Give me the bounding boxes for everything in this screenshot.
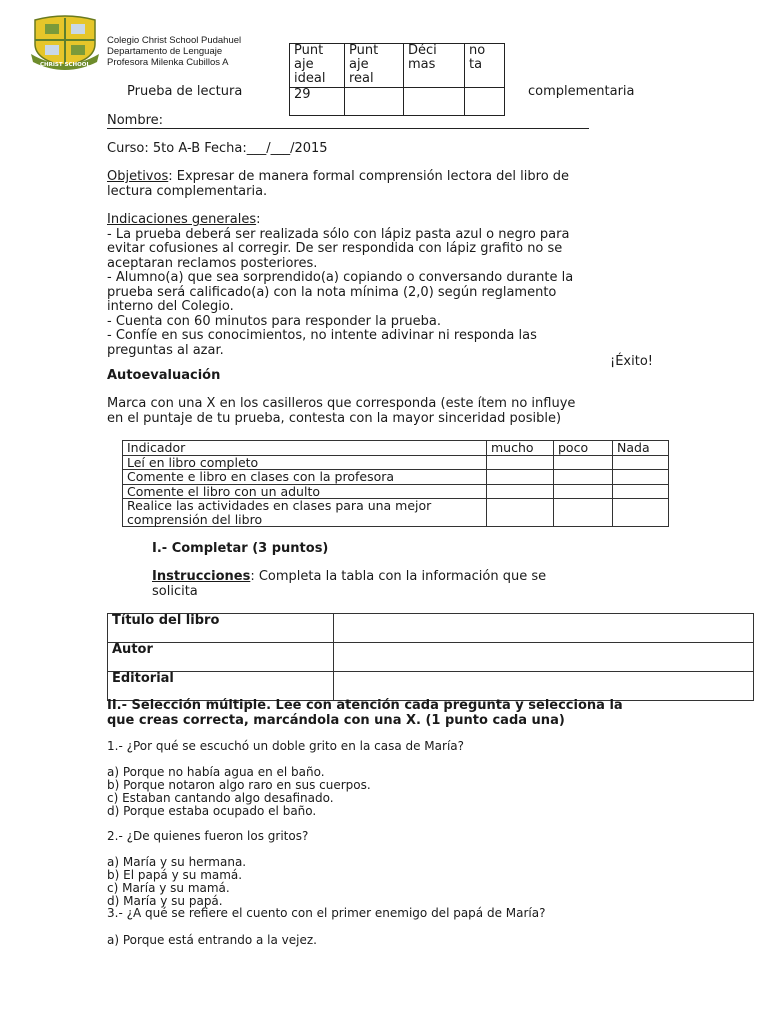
question-2: 2.- ¿De quienes fueron los gritos? — [107, 829, 309, 843]
book-info-table — [107, 613, 754, 701]
instructions-label: Instrucciones — [152, 569, 251, 584]
option-c[interactable]: c) María y su mamá. — [107, 881, 230, 895]
question-2-options — [107, 856, 246, 908]
book-title-field[interactable] — [334, 614, 754, 643]
option-b[interactable]: b) El papá y su mamá. — [107, 868, 243, 882]
question-1: 1.- ¿Por qué se escuchó un doble grito en la casa de María? — [107, 739, 464, 753]
success-text: ¡Éxito! — [610, 354, 653, 369]
nada-checkbox-cell[interactable] — [613, 470, 669, 485]
title-right: complementaria — [528, 84, 635, 99]
department-name: Departamento de Lenguaje — [107, 45, 223, 57]
name-label: Nombre: — [107, 113, 164, 128]
course-date-line: Curso: 5to A-B Fecha:___/___/2015 — [107, 141, 328, 156]
mucho-checkbox-cell[interactable] — [487, 470, 554, 485]
poco-checkbox-cell[interactable] — [554, 484, 613, 499]
self-evaluation-heading: Autoevaluación — [107, 368, 221, 383]
table-row — [108, 614, 754, 643]
section-1-instructions: Instrucciones: Completa la tabla con la información que se solicita — [152, 569, 547, 599]
table-row — [123, 470, 669, 485]
instructions-label: Indicaciones generales — [107, 212, 257, 227]
self-evaluation-instructions: Marca con una X en los casilleros que corresponda (este ítem no influye en el puntaje de tu prueba, contesta con la mayor sinceridad posible) — [107, 396, 576, 426]
author-label: Autor — [108, 643, 334, 672]
objectives-label: Objetivos — [107, 169, 169, 184]
name-line[interactable] — [107, 128, 589, 129]
school-name: Colegio Christ School Pudahuel — [107, 35, 242, 46]
section-2-heading: II.- Selección múltiple. Lee con atención cada pregunta y selecciona la que creas correcta, marcándola con una X. (1 punto cada una) — [107, 698, 623, 728]
author-field[interactable] — [334, 643, 754, 672]
table-row — [108, 672, 754, 701]
score-header-real: Punt aje real — [345, 44, 404, 88]
option-b[interactable]: b) Porque notaron algo raro en sus cuerpos. — [107, 778, 371, 792]
table-row — [108, 643, 754, 672]
poco-checkbox-cell[interactable] — [554, 470, 613, 485]
section-1-heading: I.- Completar (3 puntos) — [152, 541, 329, 556]
nada-checkbox-cell[interactable] — [613, 455, 669, 470]
indicator-cell: Comente el libro con un adulto — [123, 484, 487, 499]
header-poco: poco — [554, 441, 613, 456]
self-evaluation-table — [122, 440, 669, 527]
option-a[interactable]: a) Porque no había agua en el baño. — [107, 765, 325, 779]
poco-checkbox-cell[interactable] — [554, 455, 613, 470]
mucho-checkbox-cell[interactable] — [487, 499, 554, 527]
indicator-cell: Comente e libro en clases con la profesora — [123, 470, 487, 485]
question-3: 3.- ¿A qué se refiere el cuento con el primer enemigo del papá de María? — [107, 906, 546, 920]
table-row — [123, 499, 669, 527]
poco-checkbox-cell[interactable] — [554, 499, 613, 527]
general-instructions: Indicaciones generales: - La prueba deberá ser realizada sólo con lápiz pasta azul o negro para evitar cofusiones al corregir. De ser respondida con lápiz grafito no se aceptaran reclamos posteriores. - Alumno(a) que sea sorprendido(a) copiando o conversando durante la prueba será calificado(a) con la nota mínima (2,0) según reglamento interno del Colegio. - Cuenta con 60 minutos para responder la prueba. - Confíe en sus conocimientos, no intente adivinar ni responda las preguntas al azar. — [107, 212, 574, 358]
nada-checkbox-cell[interactable] — [613, 499, 669, 527]
nota-cell[interactable] — [465, 88, 505, 116]
table-row — [123, 455, 669, 470]
score-real-cell[interactable] — [345, 88, 404, 116]
school-crest-logo — [29, 14, 101, 70]
question-1-options — [107, 766, 371, 818]
indicator-cell: Realice las actividades en clases para una mejor comprensión del libro — [123, 499, 487, 527]
score-table — [289, 43, 505, 116]
decimas-cell[interactable] — [404, 88, 465, 116]
objectives: Objetivos: Expresar de manera formal comprensión lectora del libro de lectura complementaria. — [107, 169, 570, 199]
score-header-nota: no ta — [465, 44, 505, 88]
option-d[interactable]: d) Porque estaba ocupado el baño. — [107, 804, 317, 818]
publisher-label: Editorial — [108, 672, 334, 701]
mucho-checkbox-cell[interactable] — [487, 455, 554, 470]
score-ideal-value: 29 — [290, 88, 345, 116]
teacher-name: Profesora Milenka Cubillos A — [107, 56, 229, 68]
table-row — [123, 484, 669, 499]
score-header-decimas: Déci mas — [404, 44, 465, 88]
option-d[interactable]: d) María y su papá. — [107, 894, 223, 908]
score-header-ideal: Punt aje ideal — [290, 44, 345, 88]
question-3-options — [107, 934, 317, 947]
header-nada: Nada — [613, 441, 669, 456]
publisher-field[interactable] — [334, 672, 754, 701]
header-mucho: mucho — [487, 441, 554, 456]
header-indicador: Indicador — [123, 441, 487, 456]
nada-checkbox-cell[interactable] — [613, 484, 669, 499]
school-header — [107, 36, 241, 68]
book-title-label: Título del libro — [108, 614, 334, 643]
svg-text:CHRIST SCHOOL: CHRIST SCHOOL — [39, 62, 91, 68]
option-c[interactable]: c) Estaban cantando algo desafinado. — [107, 791, 334, 805]
title-left: Prueba de lectura — [127, 84, 243, 99]
option-a[interactable]: a) Porque está entrando a la vejez. — [107, 933, 317, 947]
option-a[interactable]: a) María y su hermana. — [107, 855, 247, 869]
indicator-cell: Leí en libro completo — [123, 455, 487, 470]
mucho-checkbox-cell[interactable] — [487, 484, 554, 499]
